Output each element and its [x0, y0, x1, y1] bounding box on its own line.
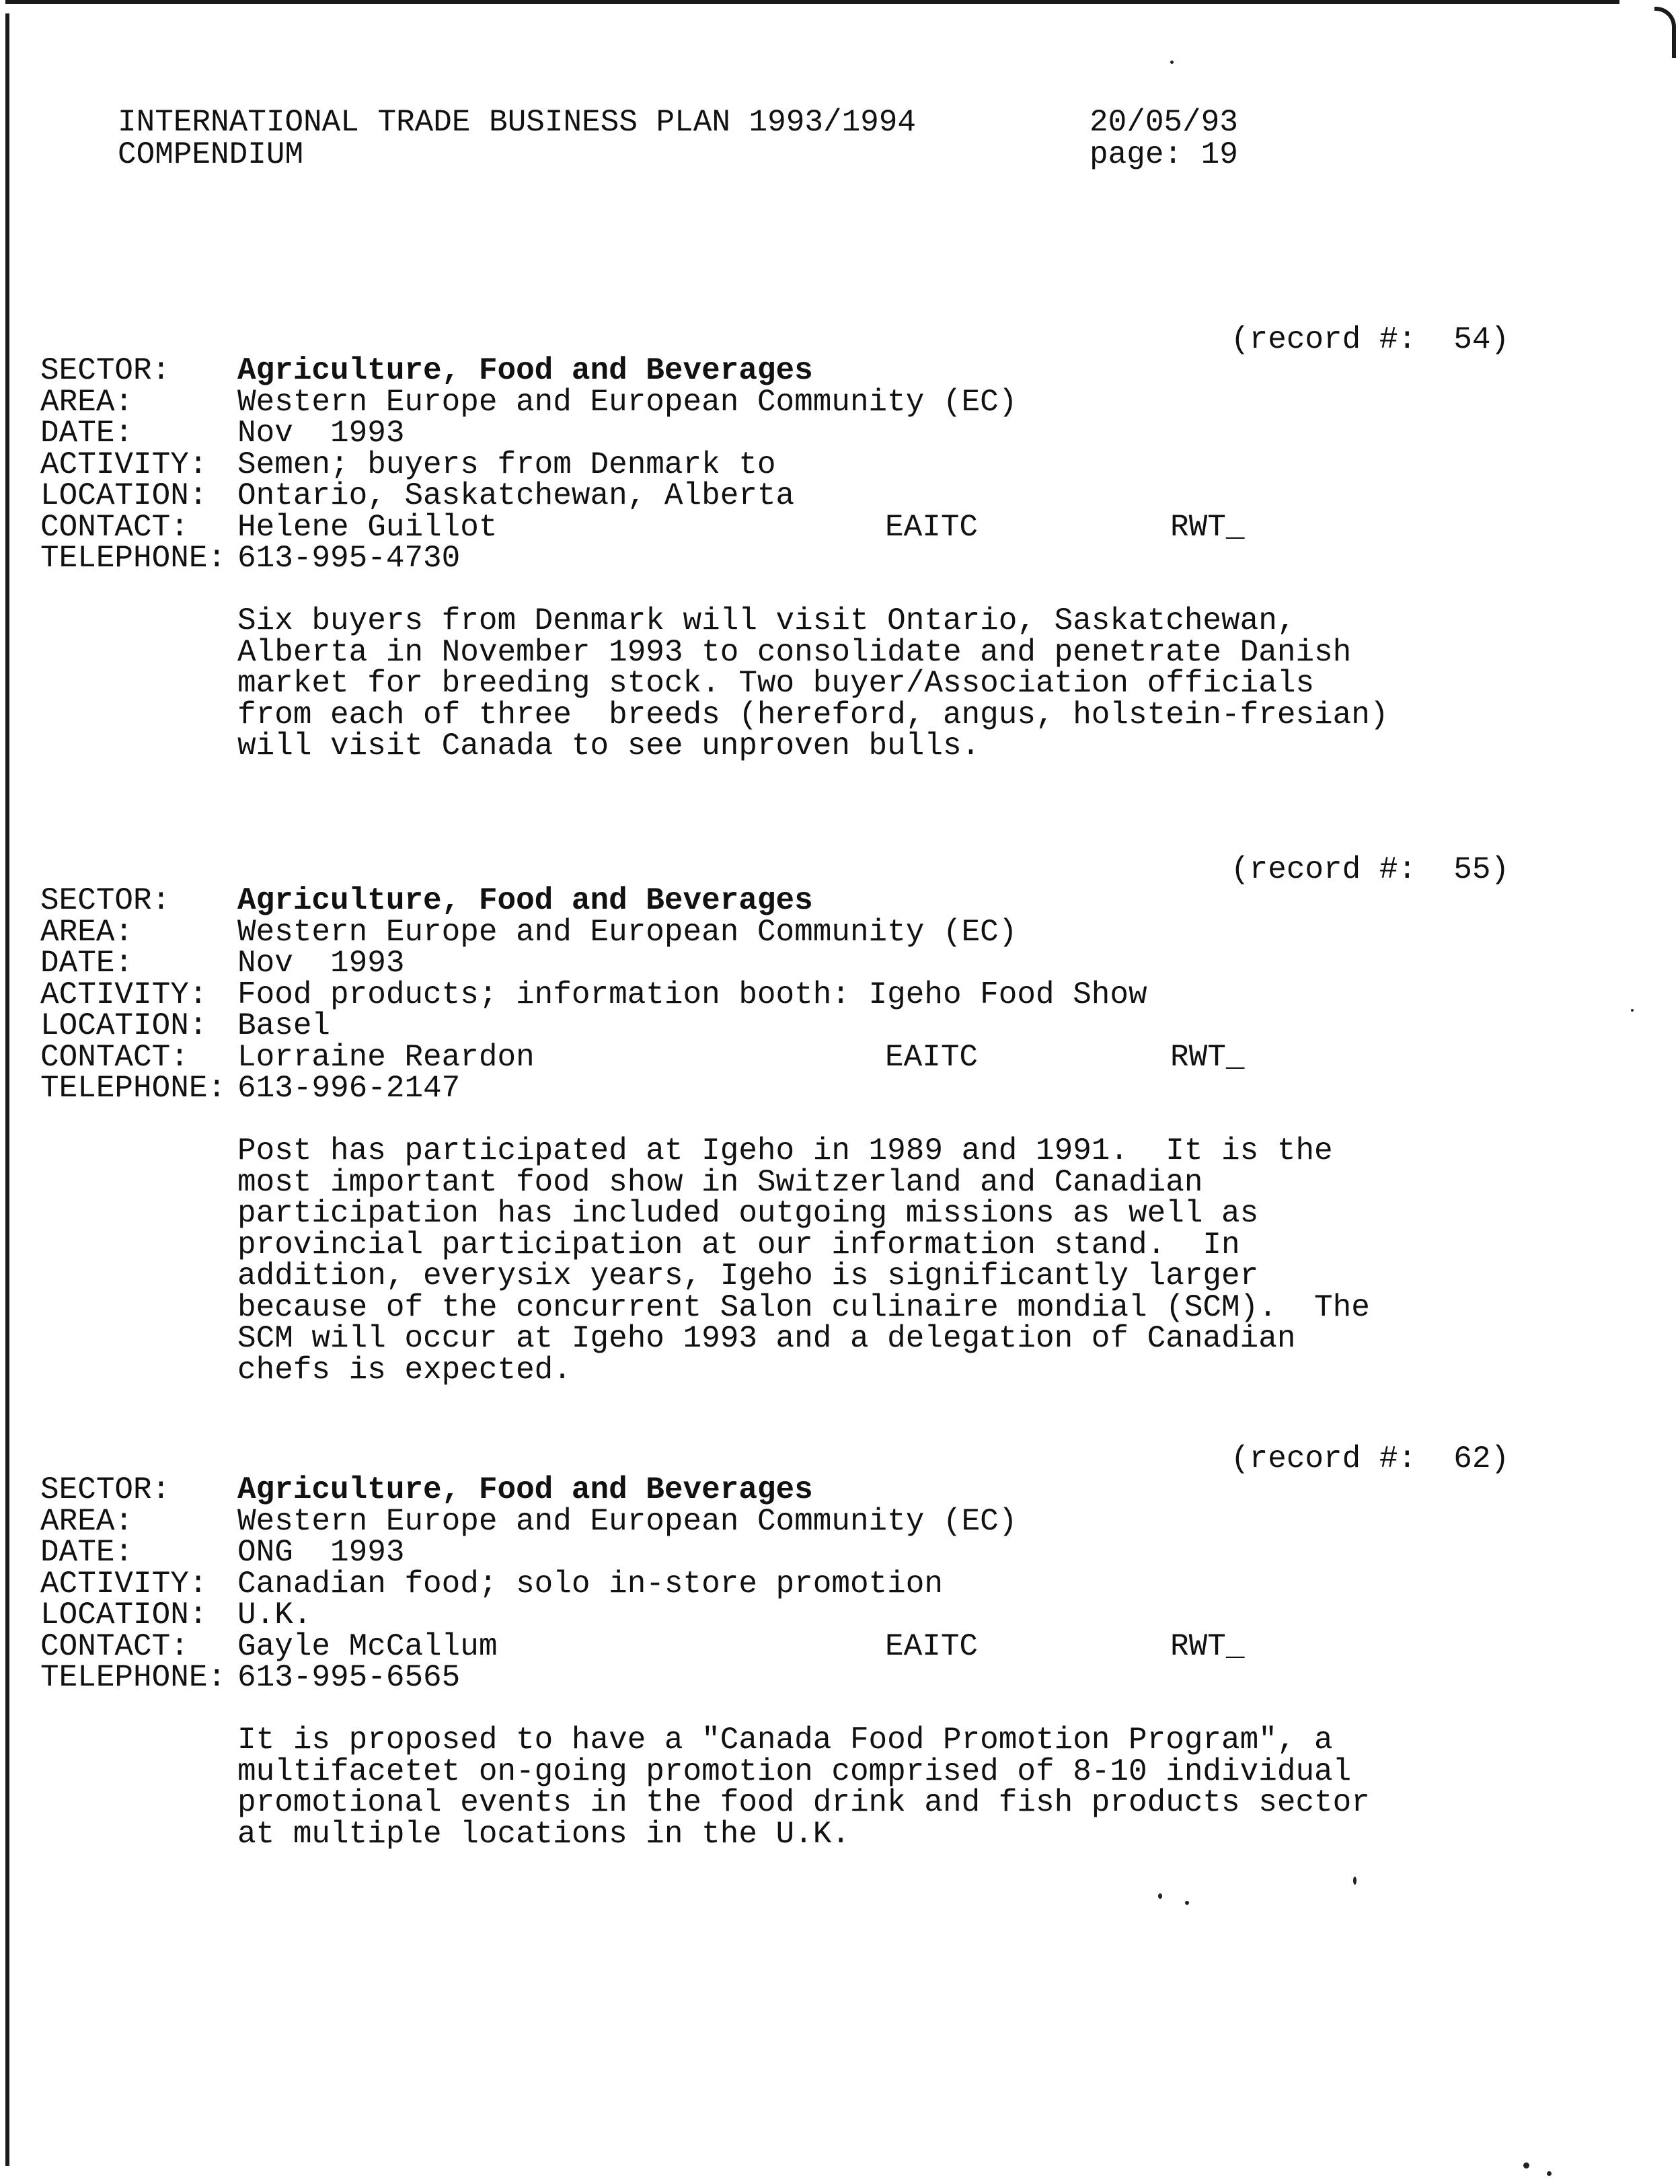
contact-label: CONTACT:: [40, 509, 189, 545]
date-row: [40, 1537, 1520, 1569]
location-row: [40, 1010, 1520, 1042]
location-label: LOCATION:: [40, 1597, 208, 1632]
record-fields: [40, 355, 1520, 574]
date-row: [40, 948, 1520, 979]
contact-value: Gayle McCallum: [237, 1628, 498, 1664]
sector-label: SECTOR:: [40, 883, 171, 918]
activity-label: ACTIVITY:: [40, 1566, 208, 1602]
sector-row: [40, 885, 1520, 917]
telephone-row: [40, 1073, 1520, 1104]
activity-row: [40, 1566, 1520, 1602]
telephone-row: [40, 543, 1520, 574]
area-row: [40, 1503, 1520, 1539]
sector-row: [40, 1474, 1520, 1506]
sector-value: Agriculture, Food and Beverages: [237, 1472, 813, 1507]
location-label: LOCATION:: [40, 1008, 208, 1043]
org-code: EAITC: [885, 509, 979, 545]
contact-value: Lorraine Reardon: [237, 1039, 535, 1075]
date-value: ONG 1993: [237, 1535, 405, 1570]
page-number: page: 19: [1090, 137, 1238, 172]
record-number: (record #: 55): [1231, 852, 1510, 887]
contact-row: [40, 1628, 1520, 1664]
contact-value: Helene Guillot: [237, 509, 498, 545]
sector-row: [40, 355, 1520, 387]
title-line-2: COMPENDIUM: [118, 137, 304, 172]
scan-border-top: [5, 0, 1619, 4]
telephone-label: TELEPHONE:: [40, 541, 227, 576]
record-fields: [40, 885, 1520, 1104]
contact-row: [40, 1039, 1520, 1075]
rwt-code: RWT_: [1170, 509, 1245, 545]
location-row: [40, 1599, 1520, 1631]
document-date: 20/05/93: [1090, 105, 1238, 140]
date-row: [40, 418, 1520, 449]
activity-label: ACTIVITY:: [40, 447, 208, 482]
record-description: Six buyers from Denmark will visit Ontario, Saskatchewan, Alberta in November 1993 to consolidate and penetrate Danish market for breeding stock. Two buyer/Association officials from each of three breeds (hereford, angus, holstein-fresian) will visit Canada to see unproven bulls.: [237, 603, 1389, 763]
telephone-label: TELEPHONE:: [40, 1071, 227, 1106]
contact-label: CONTACT:: [40, 1039, 189, 1075]
area-value: Western Europe and European Community (EC): [237, 1503, 1018, 1539]
record-description: It is proposed to have a "Canada Food Promotion Program", a multifacetet on-going promotion comprised of 8-10 individual promotional events in the food drink and fish products sector at multiple locations in the U.K.: [237, 1723, 1370, 1852]
area-row: [40, 914, 1520, 950]
area-label: AREA:: [40, 384, 134, 420]
activity-value: Semen; buyers from Denmark to: [237, 447, 776, 482]
sector-label: SECTOR:: [40, 1472, 171, 1507]
sector-value: Agriculture, Food and Beverages: [237, 353, 813, 388]
area-label: AREA:: [40, 914, 134, 950]
title-line-1: INTERNATIONAL TRADE BUSINESS PLAN 1993/1994: [118, 105, 916, 140]
record-number: (record #: 62): [1231, 1441, 1510, 1476]
activity-value: Food products; information booth: Igeho Food Show: [237, 977, 1147, 1012]
activity-row: [40, 979, 1520, 1011]
record-description: Post has participated at Igeho in 1989 and 1991. It is the most important food show in Switzerland and Canadian participation has included outgoing missions as well as provincial participation at our information stand. In addition, everysix years, Igeho is significantly larger because of the concurrent Salon culinaire mondial (SCM). The SCM will occur at Igeho 1993 and a delegation of Canadian chefs is expected.: [237, 1133, 1370, 1388]
org-code: EAITC: [885, 1628, 979, 1664]
sector-label: SECTOR:: [40, 353, 171, 388]
location-value: Ontario, Saskatchewan, Alberta: [237, 478, 795, 513]
activity-value: Canadian food; solo in-store promotion: [237, 1566, 943, 1602]
telephone-row: [40, 1662, 1520, 1694]
document-meta: [1090, 106, 1238, 171]
area-value: Western Europe and European Community (EC): [237, 384, 1018, 420]
location-row: [40, 480, 1520, 512]
date-value: Nov 1993: [237, 946, 405, 981]
location-label: LOCATION:: [40, 478, 208, 513]
record-fields: [40, 1474, 1520, 1694]
telephone-value: 613-996-2147: [237, 1071, 461, 1106]
area-label: AREA:: [40, 1503, 134, 1539]
record-number: (record #: 54): [1231, 322, 1510, 357]
rwt-code: RWT_: [1170, 1039, 1245, 1075]
telephone-value: 613-995-6565: [237, 1660, 461, 1695]
area-value: Western Europe and European Community (EC): [237, 914, 1018, 950]
area-row: [40, 384, 1520, 420]
activity-label: ACTIVITY:: [40, 977, 208, 1012]
date-label: DATE:: [40, 946, 134, 981]
org-code: EAITC: [885, 1039, 979, 1075]
location-value: U.K.: [237, 1597, 312, 1632]
document-title: [118, 106, 916, 171]
telephone-value: 613-995-4730: [237, 541, 461, 576]
scan-corner-right: [1654, 7, 1676, 58]
location-value: Basel: [237, 1008, 331, 1043]
date-label: DATE:: [40, 416, 134, 451]
contact-label: CONTACT:: [40, 1628, 189, 1664]
date-label: DATE:: [40, 1535, 134, 1570]
rwt-code: RWT_: [1170, 1628, 1245, 1664]
contact-row: [40, 509, 1520, 545]
sector-value: Agriculture, Food and Beverages: [237, 883, 813, 918]
scan-border-left: [5, 13, 9, 2166]
telephone-label: TELEPHONE:: [40, 1660, 227, 1695]
date-value: Nov 1993: [237, 416, 405, 451]
activity-row: [40, 449, 1520, 481]
